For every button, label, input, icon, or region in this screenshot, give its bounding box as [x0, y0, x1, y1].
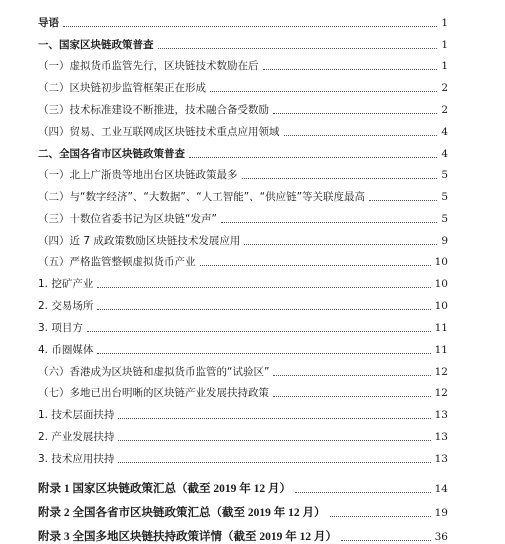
- toc-dot-leader: [273, 112, 437, 114]
- toc-entry-title: （三）技术标准建设不断推进，技术融合备受数励: [38, 104, 269, 116]
- toc-entry-title: 二、全国各省市区块链政策普查: [38, 148, 185, 160]
- toc-entry[interactable]: [38, 251, 448, 269]
- toc-entry-title: 2. 交易场所: [38, 300, 94, 312]
- toc-entry[interactable]: [38, 382, 448, 400]
- toc-page-number: 5: [441, 169, 448, 181]
- toc-entry-title: （七）多地已出台明晰的区块链产业发展扶持政策: [38, 387, 269, 399]
- toc-entry-title: 附录 2 全国各省市区块链政策汇总（截至 2019 年 12 月）: [38, 507, 326, 519]
- toc-dot-leader: [244, 243, 437, 245]
- toc-page-number: 10: [434, 300, 448, 312]
- toc-entry-title: 2. 产业发展扶持: [38, 431, 115, 443]
- toc-entry[interactable]: [38, 34, 448, 52]
- toc-dot-leader: [97, 352, 430, 354]
- toc-dot-leader: [200, 264, 431, 266]
- toc-page-number: 9: [441, 235, 448, 247]
- toc-entry[interactable]: [38, 230, 448, 248]
- toc-entry[interactable]: [38, 208, 448, 226]
- toc-page-number: 10: [434, 278, 448, 290]
- toc-entry[interactable]: [38, 295, 448, 313]
- toc-dot-leader: [330, 515, 431, 517]
- toc-entry[interactable]: [38, 478, 448, 496]
- toc-dot-leader: [284, 134, 438, 136]
- toc-dot-leader: [369, 199, 437, 201]
- toc-entry[interactable]: [38, 273, 448, 291]
- toc-page-number: 12: [434, 387, 448, 399]
- toc-entry-title: （一）虚拟货币监管先行，区块链技术数励在后: [38, 60, 259, 72]
- toc-dot-leader: [242, 177, 438, 179]
- toc-entry[interactable]: [38, 526, 448, 544]
- toc-dot-leader: [63, 25, 437, 27]
- toc-entry[interactable]: [38, 317, 448, 335]
- toc-entry[interactable]: [38, 55, 448, 73]
- toc-entry[interactable]: [38, 99, 448, 117]
- toc-entry-title: 1. 技术层面扶持: [38, 409, 115, 421]
- toc-dot-leader: [189, 156, 437, 158]
- toc-entry-title: （六）香港成为区块链和虚拟货币监管的“试验区”: [38, 366, 270, 378]
- toc-page-number: 13: [434, 409, 448, 421]
- toc-dot-leader: [210, 90, 437, 92]
- toc-dot-leader: [341, 539, 431, 541]
- toc-entry-title: （四）近 7 成政策数励区块链技术发展应用: [38, 235, 241, 247]
- toc-entry-title: （五）严格监管整顿虚拟货币产业: [38, 256, 196, 268]
- toc-entry-title: （三）十数位省委书记为区块链“发声”: [38, 213, 217, 225]
- toc-entry[interactable]: [38, 404, 448, 422]
- toc-dot-leader: [295, 491, 431, 493]
- toc-entry-title: （二）区块链初步监管框架正在形成: [38, 82, 206, 94]
- toc-entry-title: 导语: [38, 17, 59, 29]
- toc-page-number: 11: [434, 322, 448, 334]
- toc-page-number: 2: [441, 82, 448, 94]
- toc-entry[interactable]: [38, 143, 448, 161]
- toc-entry[interactable]: [38, 426, 448, 444]
- toc-page-number: 12: [434, 366, 448, 378]
- toc-page-number: 13: [434, 431, 448, 443]
- toc-entry[interactable]: [38, 121, 448, 139]
- toc-entry[interactable]: [38, 339, 448, 357]
- toc-entry-title: 一、国家区块链政策普查: [38, 39, 154, 51]
- toc-page-number: 13: [434, 453, 448, 465]
- toc-page-number: 4: [441, 148, 448, 160]
- toc-entry-title: 3. 项目方: [38, 322, 83, 334]
- toc-entry[interactable]: [38, 448, 448, 466]
- toc-entry[interactable]: [38, 12, 448, 30]
- toc-entry-title: （四）贸易、工业互联网成区块链技术重点应用领域: [38, 126, 280, 138]
- toc-page-number: 11: [434, 344, 448, 356]
- toc-page-number: 1: [441, 17, 448, 29]
- toc-dot-leader: [87, 330, 431, 332]
- toc-dot-leader: [118, 439, 430, 441]
- toc-page-number: 1: [441, 39, 448, 51]
- toc-entry[interactable]: [38, 77, 448, 95]
- toc-dot-leader: [118, 461, 430, 463]
- toc-entry[interactable]: [38, 502, 448, 520]
- toc-entry[interactable]: [38, 361, 448, 379]
- toc-page-number: 36: [434, 531, 448, 543]
- toc-page-number: 1: [441, 60, 448, 72]
- toc-dot-leader: [273, 395, 431, 397]
- toc-entry-title: 1. 挖矿产业: [38, 278, 94, 290]
- toc-dot-leader: [97, 286, 430, 288]
- toc-entry-title: 4. 币圈媒体: [38, 344, 94, 356]
- toc-entry-title: 附录 1 国家区块链政策汇总（截至 2019 年 12 月）: [38, 483, 291, 495]
- toc-dot-leader: [158, 47, 438, 49]
- toc-page-number: 2: [441, 104, 448, 116]
- toc-entry-title: 3. 技术应用扶持: [38, 453, 115, 465]
- toc-entry-title: 附录 3 全国多地区块链扶持政策详情（截至 2019 年 12 月）: [38, 531, 337, 543]
- toc-entry[interactable]: [38, 164, 448, 182]
- toc-dot-leader: [97, 308, 430, 310]
- toc-dot-leader: [273, 374, 430, 376]
- toc-page-number: 10: [434, 256, 448, 268]
- toc-entry[interactable]: [38, 186, 448, 204]
- toc-page-number: 5: [441, 191, 448, 203]
- toc-page-number: 19: [434, 507, 448, 519]
- toc-dot-leader: [263, 68, 438, 70]
- toc-entry-title: （二）与“数字经济”、“大数据”、“人工智能”、“供应链”等关联度最高: [38, 191, 366, 203]
- toc-dot-leader: [118, 417, 430, 419]
- toc-page-number: 4: [441, 126, 448, 138]
- toc-entry-title: （一）北上广浙贵等地出台区块链政策最多: [38, 169, 238, 181]
- toc-page-number: 5: [441, 213, 448, 225]
- toc-dot-leader: [221, 221, 437, 223]
- toc-page-number: 14: [434, 483, 448, 495]
